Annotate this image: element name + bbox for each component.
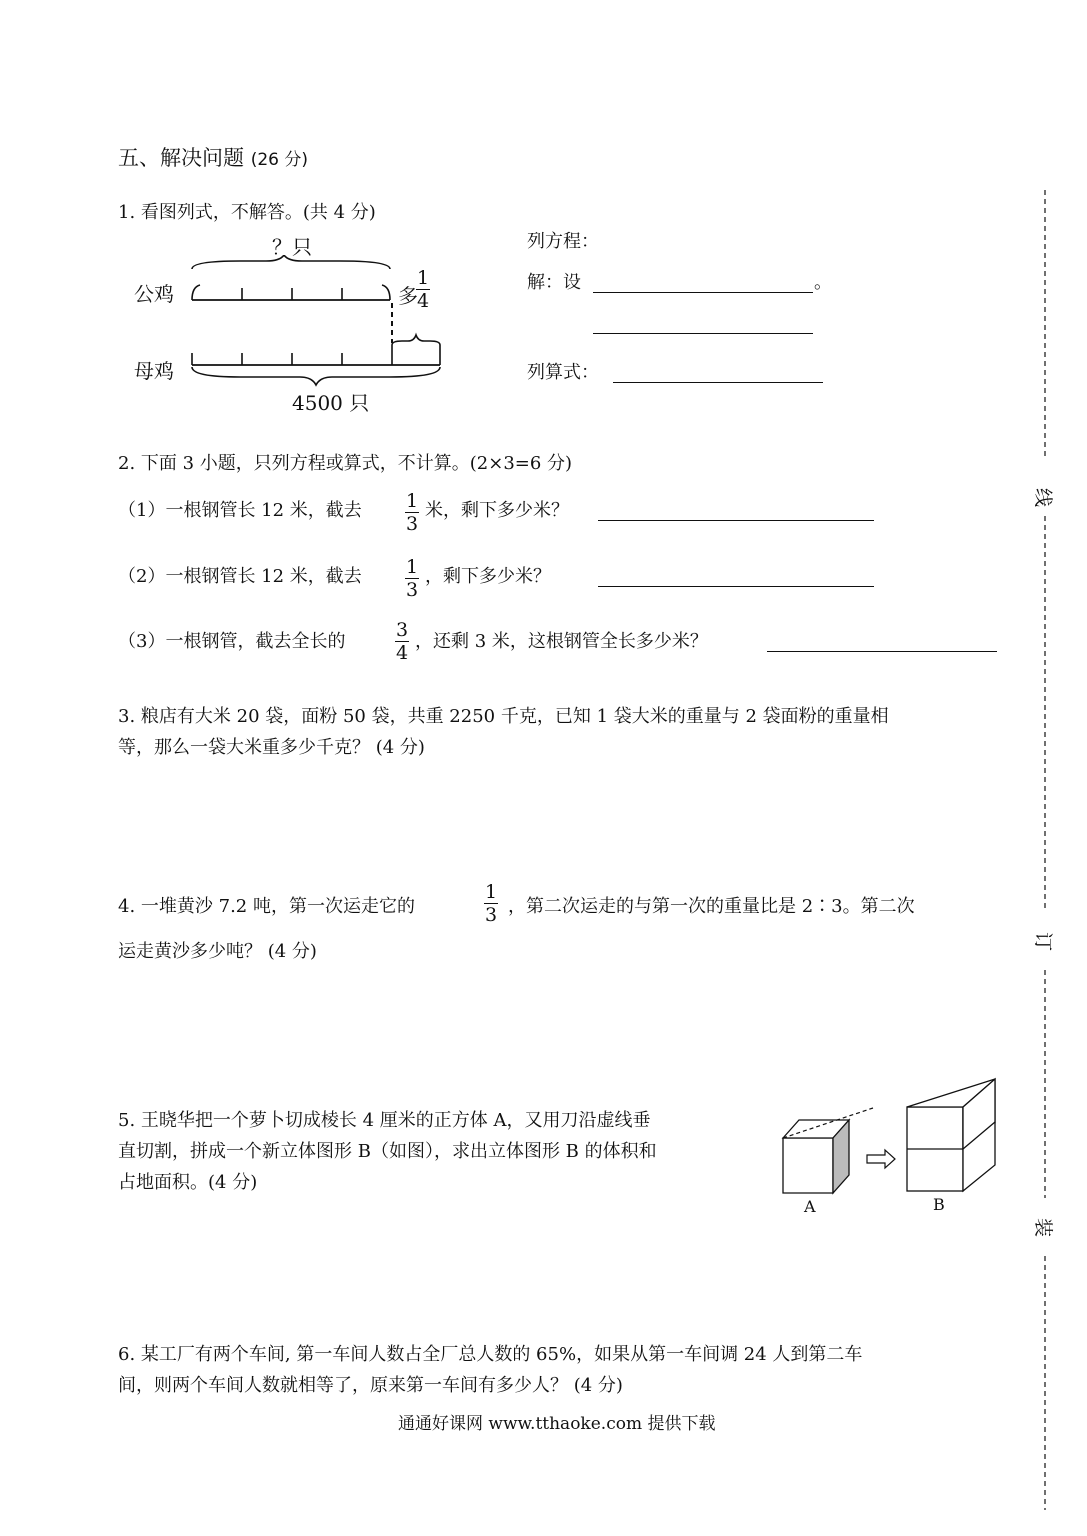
binding-label-xian: 线 [1032,487,1055,508]
q2-p1-a: （1）一根钢管长 12 米，截去 [118,500,362,521]
q5-cube-figure [775,1075,1000,1215]
q4-line2: 运走黄沙多少吨？ (4 分) [118,941,317,962]
binding-label-ding: 订 [1032,931,1055,952]
q5-arrow-icon [867,1150,895,1168]
q2-title: 2. 下面 3 小题，只列方程或算式，不计算。(2×3=6 分) [118,453,573,474]
q2-p1-num: 1 [405,490,419,512]
q2-p3-num: 3 [395,619,409,641]
q1-rooster-label: 公鸡 [134,282,174,306]
q1-let-blank[interactable] [593,292,813,293]
q2-p2-a: （2）一根钢管长 12 米，截去 [118,566,362,587]
q1-period: 。 [814,272,832,293]
q1-eq-label: 列方程： [527,231,599,252]
q1-hen-count: 4500 只 [292,391,370,415]
q2-p2-fraction [405,557,419,600]
q2-p3-den: 4 [395,642,409,664]
q1-top-question: ？只 [272,235,312,259]
q2-p1-blank[interactable] [598,520,874,521]
q2-p3-b: ，还剩 3 米，这根钢管全长多少米？ [415,631,708,652]
section-title-text: 五、解决问题 [118,146,244,170]
q4-den: 3 [484,904,498,926]
q2-p1-b: 米，剩下多少米？ [425,500,569,521]
q4-fraction [484,882,498,925]
q2-p2-num: 1 [405,556,419,578]
q5-label-a: A [804,1197,816,1216]
binding-dashed-line [1030,190,1060,1510]
q2-p2-den: 3 [405,579,419,601]
q1-bar-diagram [180,255,450,395]
q1-frac-num: 1 [416,267,430,289]
q1-more-label: 多 [398,284,418,308]
q1-frac-den: 4 [416,290,430,312]
q1-hen-label: 母鸡 [134,359,174,383]
q4-line1-b: ，第二次运走的与第一次的重量比是 2∶3。第二次 [508,896,915,917]
q5-line3: 占地面积。(4 分) [118,1172,258,1193]
q2-p2-b: ，剩下多少米？ [425,566,551,587]
q1-solve-label: 解：设 [527,272,581,293]
section-score: (26 分) [250,150,308,170]
q4-line1-a: 4. 一堆黄沙 7.2 吨，第一次运走它的 [118,896,415,917]
binding-label-zhuang: 装 [1032,1217,1055,1238]
q5-line2: 直切割，拼成一个新立体图形 B（如图），求出立体图形 B 的体积和 [118,1141,657,1162]
q2-p1-den: 3 [405,513,419,535]
q5-line1: 5. 王晓华把一个萝卜切成棱长 4 厘米的正方体 A，又用刀沿虚线垂 [118,1110,651,1131]
q1-extra-brace [392,335,440,365]
section-title [118,142,308,172]
q1-calc-blank[interactable] [613,382,823,383]
q2-p3-blank[interactable] [767,651,997,652]
q3-line2: 等，那么一袋大米重多少千克？ (4 分) [118,737,425,758]
q5-cube-a-front [783,1138,833,1193]
q1-title: 1. 看图列式，不解答。(共 4 分) [118,202,376,223]
q6-line1: 6. 某工厂有两个车间, 第一车间人数占全厂总人数的 65%，如果从第一车间调 24 人到第二车 [118,1344,863,1365]
q2-p3-fraction [395,620,409,663]
q2-p2-blank[interactable] [598,586,874,587]
q2-p1-fraction [405,491,419,534]
q1-bottom-brace [192,367,440,385]
q2-p3-a: （3）一根钢管，截去全长的 [118,631,346,652]
q3-line1: 3. 粮店有大米 20 袋，面粉 50 袋，共重 2250 千克，已知 1 袋大米的重量与 2 袋面粉的重量相 [118,706,889,727]
footer-text: 通通好课网 www.tthaoke.com 提供下载 [398,1414,716,1434]
q1-calc-label: 列算式： [527,362,599,383]
q5-label-b: B [933,1195,945,1214]
q6-line2: 间，则两个车间人数就相等了，原来第一车间有多少人？ (4 分) [118,1375,623,1396]
q1-top-brace [192,255,390,269]
q4-num: 1 [484,881,498,903]
q1-equation-blank[interactable] [593,333,813,334]
